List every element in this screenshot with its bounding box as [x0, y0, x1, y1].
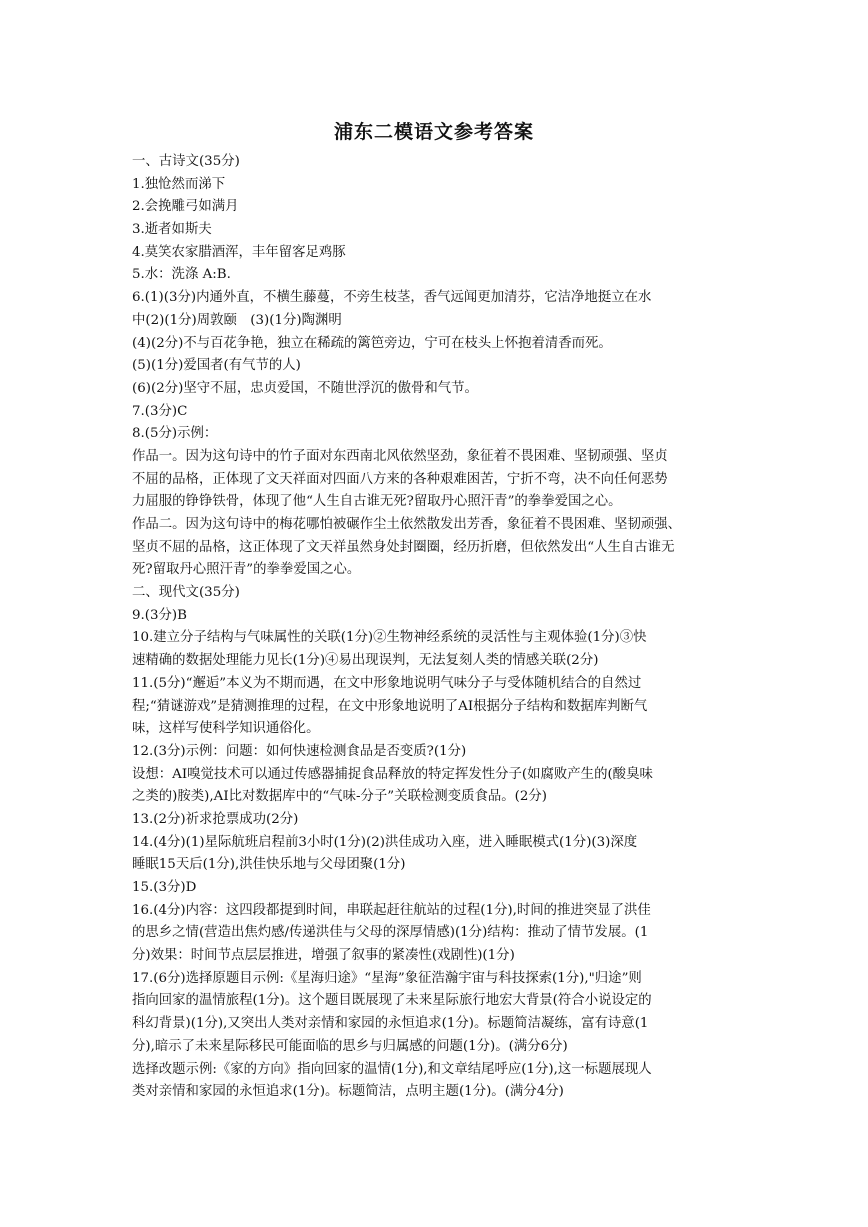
answer-body	[132, 151, 737, 1104]
text-line: 类对亲情和家园的永恒追求(1分)。标题简洁，点明主题(1分)。(满分4分)	[132, 1084, 564, 1100]
text-line: 9.(3分)B	[132, 607, 187, 623]
text-line: 程;“猜谜游戏”是猜测推理的过程，在文中形象地说明了AI根据分子结构和数据库判断气	[132, 698, 648, 714]
text-line: 4.莫笑农家腊酒浑，丰年留客足鸡豚	[132, 244, 346, 260]
text-line: 分)效果：时间节点层层推进，增强了叙事的紧凑性(戏剧性)(1分)	[132, 948, 515, 964]
text-line: 17.(6分)选择原题目示例:《星海归途》“星海”象征浩瀚宇宙与科技探索(1分),"归途”则	[132, 970, 642, 986]
text-line: 选择改题示例:《家的方向》指向回家的温情(1分),和文章结尾呼应(1分),这一标题展现人	[132, 1061, 652, 1077]
text-line: 11.(5分)“邂逅”本义为不期而遇，在文中形象地说明气味分子与受体随机结合的自然过	[132, 675, 642, 691]
text-line: 力屈服的铮铮铁骨，体现了他“人生自古谁无死?留取丹心照汗青”的拳拳爱国之心。	[132, 494, 622, 510]
text-line: 之类的)胺类),AI比对数据库中的“气味-分子”关联检测变质食品。(2分)	[132, 789, 548, 805]
text-line: 死?留取丹心照汗青”的拳拳爱国之心。	[132, 562, 361, 578]
text-line: 坚贞不屈的品格，这正体现了文天祥虽然身处封圈圈，经历折磨，但依然发出“人生自古谁无	[132, 539, 675, 555]
text-line: 中(2)(1分)周敦颐 (3)(1分)陶渊明	[132, 312, 342, 328]
text-line: 一、古诗文(35分)	[132, 154, 240, 169]
text-line: 速精确的数据处理能力见长(1分)④易出现误判，无法复刻人类的情感关联(2分)	[132, 653, 599, 669]
text-line: 13.(2分)祈求抢票成功(2分)	[132, 811, 299, 827]
text-line: 科幻背景)(1分),又突出人类对亲情和家园的永恒追求(1分)。标题简洁凝练，富有诗意(1	[132, 1016, 649, 1032]
text-line: 12.(3分)示例：问题：如何快速检测食品是否变质?(1分)	[132, 743, 467, 759]
text-line: 睡眠15天后(1分),洪佳快乐地与父母团聚(1分)	[132, 857, 406, 873]
text-line: 味，这样写使科学知识通俗化。	[132, 721, 320, 737]
text-line: 设想：AI嗅觉技术可以通过传感器捕捉食品释放的特定挥发性分子(如腐败产生的(酸臭味	[132, 766, 653, 782]
text-line: 分),暗示了未来星际移民可能面临的思乡与归属感的问题(1分)。(满分6分)	[132, 1038, 568, 1054]
page-title: 浦东二模语文参考答案	[333, 121, 534, 143]
text-line: 10.建立分子结构与气味属性的关联(1分)②生物神经系统的灵活性与主观体验(1分)③快	[132, 630, 647, 646]
text-line: 16.(4分)内容：这四段都提到时间，串联起赶往航站的过程(1分),时间的推进突显了洪佳	[132, 902, 651, 918]
text-line: (6)(2分)坚守不屈，忠贞爱国，不随世浮沉的傲骨和气节。	[132, 380, 478, 396]
text-line: 1.独怆然而涕下	[132, 176, 226, 192]
text-line: 7.(3分)C	[132, 403, 188, 419]
text-line: 作品二。因为这句诗中的梅花哪怕被碾作尘土依然散发出芳香，象征着不畏困难、坚韧顽强、	[132, 517, 682, 532]
text-line: 3.逝者如斯夫	[132, 222, 212, 238]
text-line: 不屈的品格，正体现了文天祥面对四面八方来的各种艰难困苦，宁折不弯，决不向任何恶势	[132, 471, 668, 487]
text-line: 15.(3分)D	[132, 880, 197, 895]
text-line: 14.(4分)(1)星际航班启程前3小时(1分)(2)洪佳成功入座，进入睡眠模式(1分)(3)深度	[132, 834, 638, 850]
text-line: 8.(5分)示例：	[132, 426, 218, 442]
text-line: 5.水：洗涤 A:B.	[132, 267, 231, 283]
text-line: (5)(1分)爱国者(有气节的人)	[132, 358, 301, 374]
text-line: 6.(1)(3分)内通外直，不横生藤蔓，不旁生枝茎，香气远闻更加清芬，它洁净地挺立在水	[132, 290, 652, 306]
text-line: (4)(2分)不与百花争艳，独立在稀疏的篱笆旁边，宁可在枝头上怀抱着清香而死。	[132, 335, 612, 351]
text-line: 指向回家的温情旅程(1分)。这个题目既展现了未来星际旅行地宏大背景(符合小说设定的	[132, 993, 652, 1009]
text-line: 作品一。因为这句诗中的竹子面对东西南北风依然坚劲，象征着不畏困难、坚韧顽强、坚贞	[132, 448, 668, 464]
text-line: 二、现代文(35分)	[132, 585, 240, 601]
text-line: 的思乡之情(营造出焦灼感/传递洪佳与父母的深厚情感)(1分)结构：推动了情节发展。(1	[132, 925, 649, 941]
text-line: 2.会挽雕弓如满月	[132, 199, 239, 215]
